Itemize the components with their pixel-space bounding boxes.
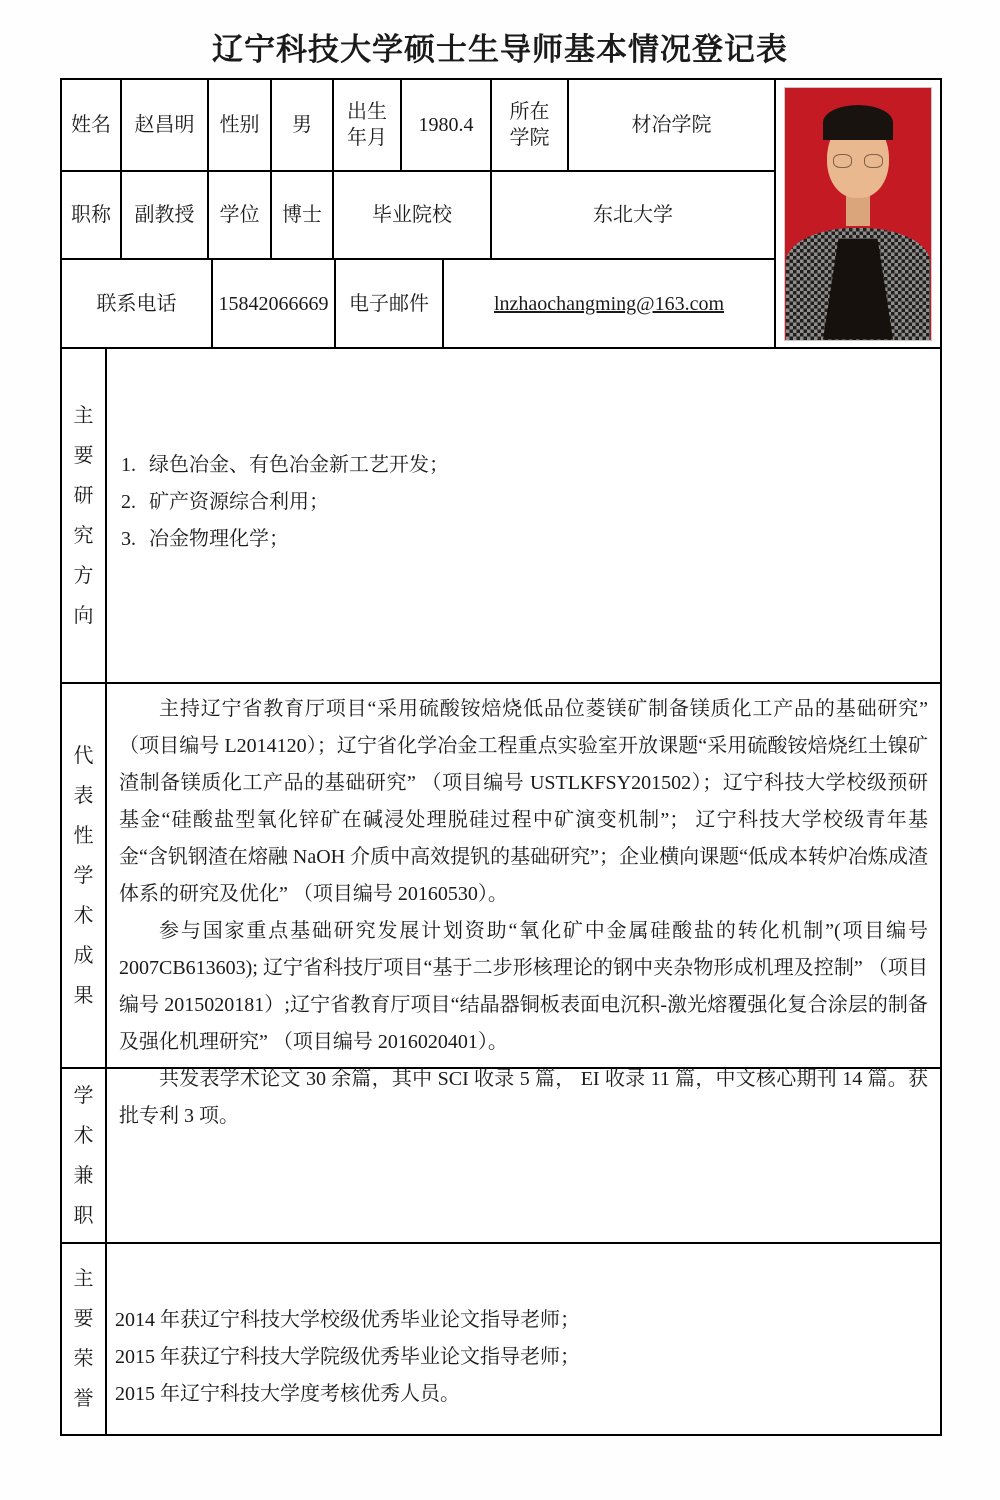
research-item-text: 绿色冶金、有色冶金新工艺开发； [149,454,449,476]
email-value: lnzhaochangming@163.com [493,292,725,315]
honors-section-label: 主要荣誉 [62,1244,107,1434]
research-item-number: 3. [121,528,136,550]
basic-info-block [62,80,940,349]
basic-info-columns [62,80,774,347]
name-value: 赵昌明 [122,80,209,170]
birth-value: 1980.4 [402,80,492,170]
phone-label: 联系电话 [62,260,213,347]
research-directions-list [107,349,940,682]
honor-line: 2014 年获辽宁科技大学校级优秀毕业论文指导老师； [115,1309,580,1331]
section-academic-positions [62,1069,940,1244]
row-phone-email [62,260,774,347]
form-title: 辽宁科技大学硕士生导师基本情况登记表 [212,32,788,67]
school-label: 毕业院校 [334,172,492,258]
email-label: 电子邮件 [336,260,444,347]
research-direction-item [117,521,930,558]
college-value: 材冶学院 [631,114,712,136]
degree-value: 博士 [272,172,334,258]
degree-label: 学位 [209,172,272,258]
photo-glasses-left [833,154,852,168]
birth-label: 出生年月 [334,80,402,170]
achievements-section-label: 代表性学术成果 [62,684,107,1067]
photo-hair [823,105,893,140]
honor-line: 2015 年获辽宁科技大学院级优秀毕业论文指导老师； [115,1346,580,1368]
research-section-label: 主要研究方向 [62,349,107,682]
phone-value: 15842066669 [213,260,336,347]
name-label: 姓名 [62,80,122,170]
section-research-directions [62,349,940,684]
honor-line: 2015 年辽宁科技大学度考核优秀人员。 [115,1383,460,1405]
achievements-paragraph: 共发表学术论文 30 余篇，其中 SCI 收录 5 篇， EI 收录 11 篇，中文核心期刊 14 篇。获批专利 3 项。 [119,1068,928,1127]
achievements-paragraph: 主持辽宁省教育厅项目“采用硫酸铵焙烧低品位菱镁矿制备镁质化工产品的基础研究” （项目编号 L2014120）；辽宁省化学冶金工程重点实验室开放课题“采用硫酸铵焙烧红土镍矿渣制备镁质化工产品的基础研究” （项目编号 USTLKFSY201502）；辽宁科技大学校级预研基金“硅酸盐型氧化锌矿在碱浸处理脱硅过程中矿演变机制”； 辽宁科技大学校级青年基金“含钒钢渣在熔融 NaOH 介质中高效提钒的基础研究”；企业横向课题“低成本转炉冶炼成渣体系的研究及优化” （项目编号 20160530）。 [119,698,928,905]
section-main-honors [62,1244,940,1434]
photo-glasses-right [864,154,883,168]
jobtitle-label: 职称 [62,172,122,258]
research-item-text: 矿产资源综合利用； [149,491,329,513]
photo-cell [774,80,940,347]
research-direction-item [117,447,930,484]
row-title-degree-school [62,172,774,260]
research-direction-item [117,484,930,521]
achievements-paragraph: 参与国家重点基础研究发展计划资助“氧化矿中金属硅酸盐的转化机制”(项目编号 2007CB613603); 辽宁省科技厅项目“基于二步形核理论的钢中夹杂物形成机理及控制” （项目编号 2015020181）;辽宁省教育厅项目“结晶器铜板表面电沉积-激光熔覆强化复合涂层的制备及强化机理研究” （项目编号 2016020401）。 [119,920,928,1053]
research-item-text: 冶金物理化学； [149,528,289,550]
section-academic-achievements [62,684,940,1127]
registration-form-table [60,78,942,1436]
id-photo [784,87,932,341]
row-name-gender-birth-college [62,80,774,172]
research-item-number: 2. [121,491,136,513]
research-item-number: 1. [121,454,136,476]
school-value: 东北大学 [593,204,673,226]
positions-section-label: 学术兼职 [62,1069,107,1242]
gender-value: 男 [272,80,334,170]
jobtitle-value: 副教授 [122,172,209,258]
college-label: 所在学院 [492,80,569,170]
gender-label: 性别 [209,80,272,170]
achievements-text [107,684,940,1127]
honors-list [107,1244,940,1434]
positions-content-empty [107,1069,940,1242]
